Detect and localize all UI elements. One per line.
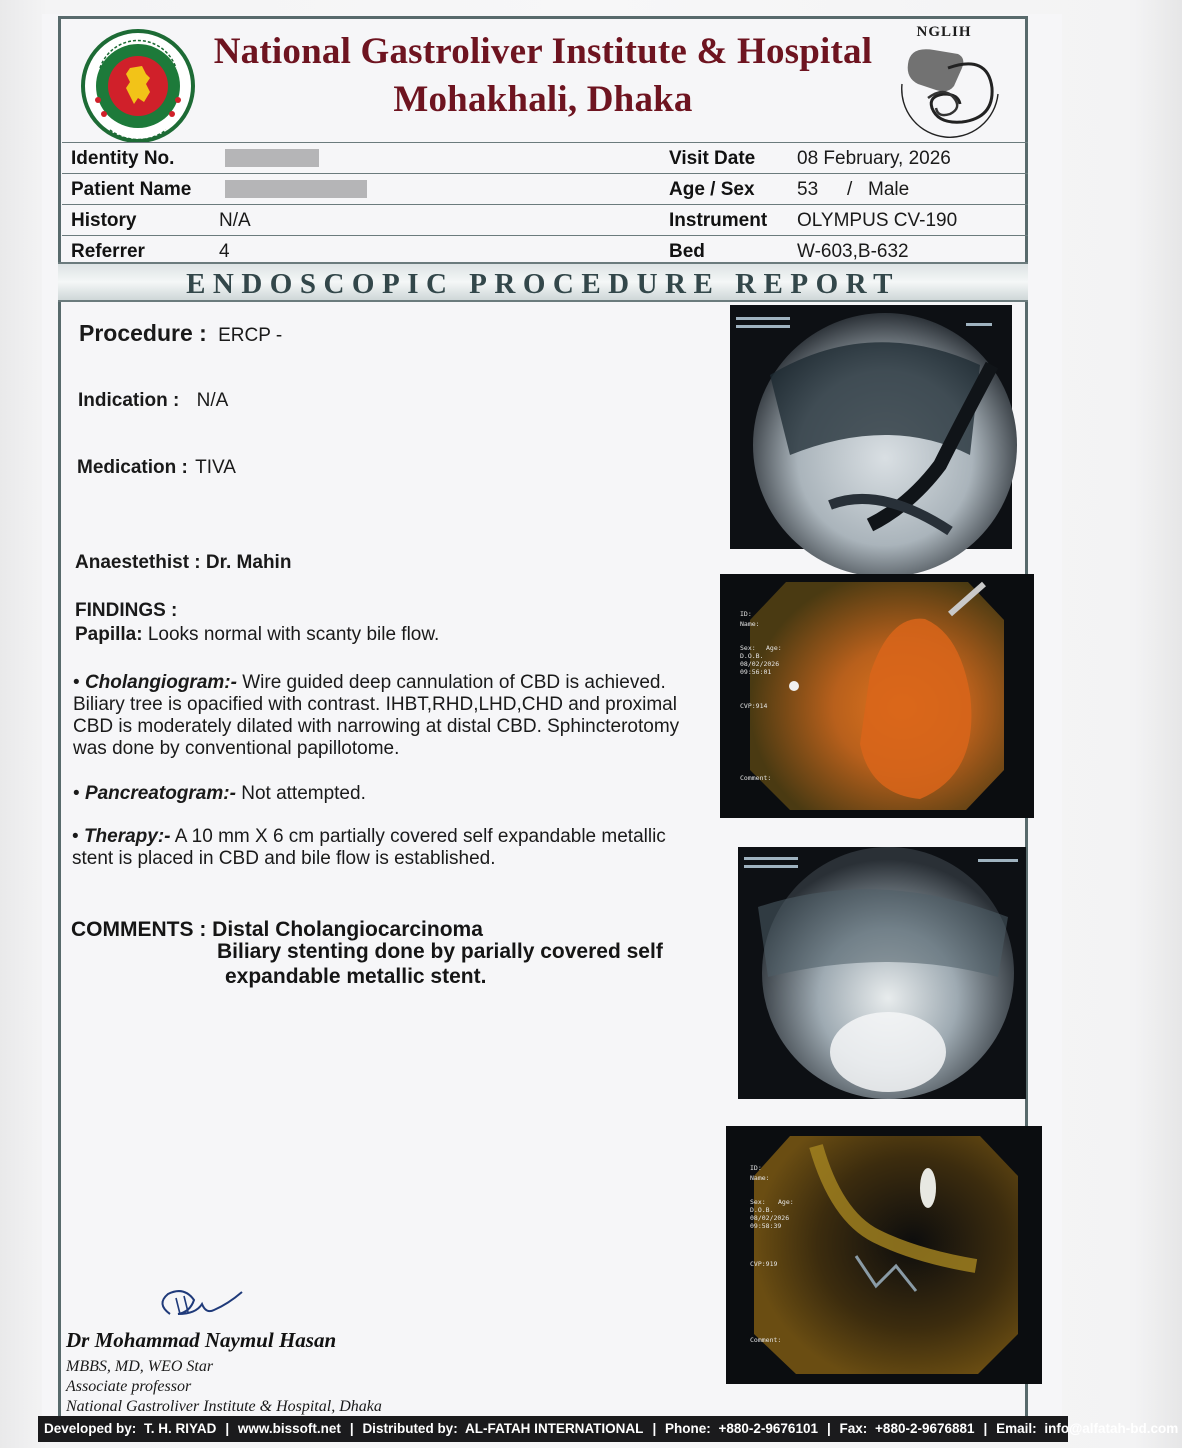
- age-sex-separator: /: [847, 179, 853, 200]
- identity-label: Identity No.: [71, 148, 175, 169]
- footer-fax-value: +880-2-9676881: [875, 1421, 975, 1436]
- referrer-label: Referrer: [71, 241, 145, 262]
- cholangiogram-block: [73, 672, 679, 760]
- therapy-text-1: A 10 mm X 6 cm partially covered self expandable metallic: [174, 826, 666, 847]
- anaesthetist-line: [75, 552, 291, 574]
- endo2-id: ID:: [750, 1164, 762, 1172]
- procedure-value: ERCP -: [218, 325, 283, 346]
- therapy-label: Therapy:-: [83, 826, 171, 847]
- comments-line-1: [71, 918, 483, 942]
- visit-date-value: 08 February, 2026: [797, 148, 951, 169]
- endo1-name: Name:: [740, 620, 760, 628]
- endo1-time: 09:56:01: [740, 668, 772, 676]
- pancreatogram-label: Pancreatogram:-: [84, 783, 236, 804]
- medication-line: [77, 457, 236, 479]
- endo1-date: 08/02/2026: [740, 660, 780, 668]
- history-value: N/A: [219, 210, 251, 231]
- age-sex-label: Age / Sex: [669, 179, 755, 200]
- report-title-banner: [58, 262, 1028, 302]
- therapy-line-1: • Therapy:- A 10 mm X 6 cm partially covered self expandable metallic: [72, 826, 666, 847]
- therapy-text-2: stent is placed in CBD and bile flow is established.: [72, 848, 496, 869]
- papilla-label: Papilla:: [75, 624, 143, 645]
- patient-info-table: [62, 142, 1028, 267]
- endo2-cvp: CVP:919: [750, 1260, 778, 1268]
- nglih-logo-text: NGLIH: [916, 24, 972, 40]
- endo2-sex: Sex:: [750, 1198, 766, 1206]
- age-value: 53: [797, 179, 819, 200]
- cholangiogram-text-2: Biliary tree is opacified with contrast. IHBT,RHD,LHD,CHD and proximal: [73, 694, 677, 715]
- papilla-line: [75, 624, 439, 646]
- info-row-identity: [62, 142, 1028, 173]
- footer-phone-label: Phone:: [664, 1421, 711, 1436]
- footer-fax-label: Fax:: [839, 1421, 868, 1436]
- footer-email-label: Email:: [996, 1421, 1037, 1436]
- signatory-position: Associate professor: [66, 1378, 192, 1395]
- endo2-age: Age:: [778, 1198, 794, 1206]
- comments-label: COMMENTS :: [71, 918, 207, 941]
- info-row-patient: [62, 173, 1028, 204]
- procedure-line: [79, 322, 282, 347]
- indication-label: Indication :: [78, 390, 180, 411]
- history-label: History: [71, 210, 137, 231]
- info-row-history: [62, 204, 1028, 235]
- comments-text-3: expandable metallic stent.: [225, 965, 487, 988]
- fluoroscopy-image-2: [738, 847, 1026, 1099]
- endo2-dob: D.O.B.: [750, 1206, 774, 1214]
- endoscopy-image-1: [720, 574, 1034, 818]
- footer-bar: Developed by: T. H. RIYAD | www.bissoft.net | Distributed by: AL-FATAH INTERNATIONAL | Phone: +880-2-9676101 | Fax: +880-2-9676881 | Email: info@alfatah-bd.com: [38, 1416, 1068, 1442]
- footer-email-link[interactable]: info@alfatah-bd.com: [1044, 1421, 1179, 1436]
- indication-line: [78, 390, 228, 412]
- comments-text-1: Distal Cholangiocarcinoma: [212, 918, 483, 941]
- medication-label: Medication :: [77, 457, 188, 478]
- report-title: ENDOSCOPIC PROCEDURE REPORT: [186, 268, 900, 300]
- signatory-degrees: MBBS, MD, WEO Star: [66, 1358, 214, 1375]
- footer-website-link[interactable]: www.bissoft.net: [237, 1421, 341, 1436]
- referrer-value: 4: [219, 241, 230, 262]
- cholangiogram-line-1: • Cholangiogram:- Wire guided deep cannulation of CBD is achieved.: [73, 672, 666, 693]
- hospital-location: Mohakhali, Dhaka: [393, 79, 693, 120]
- report-header: [62, 20, 1024, 142]
- pancreatogram-line: • Pancreatogram:- Not attempted.: [73, 783, 366, 804]
- endo2-time: 09:58:39: [750, 1222, 782, 1230]
- instrument-label: Instrument: [669, 210, 768, 231]
- patient-name-label: Patient Name: [71, 179, 192, 200]
- endo1-sex: Sex:: [740, 644, 756, 652]
- papilla-value: Looks normal with scanty bile flow.: [147, 624, 440, 645]
- cholangiogram-text-3: CBD is moderately dilated with narrowing at distal CBD. Sphincterotomy: [73, 716, 680, 737]
- cholangiogram-text-4: was done by conventional papillotome.: [73, 738, 400, 759]
- signature-scribble-icon: [150, 1284, 250, 1330]
- endo1-dob: D.O.B.: [740, 652, 764, 660]
- anaesthetist-label: Anaestethist :: [75, 552, 201, 573]
- cholangiogram-label: Cholangiogram:-: [84, 672, 237, 693]
- identity-redacted: [225, 149, 319, 167]
- nglih-logo-icon: [888, 24, 1010, 148]
- hospital-name: National Gastroliver Institute & Hospital: [213, 31, 873, 72]
- fluoroscopy-image-1: [730, 305, 1012, 549]
- endo1-age: Age:: [766, 644, 782, 652]
- bed-label: Bed: [669, 241, 705, 262]
- endo2-date: 08/02/2026: [750, 1214, 790, 1222]
- footer-phone-value: +880-2-9676101: [718, 1421, 818, 1436]
- bed-value: W-603,B-632: [797, 241, 909, 262]
- findings-heading: FINDINGS :: [75, 600, 178, 621]
- visit-date-label: Visit Date: [669, 148, 756, 169]
- pancreatogram-value: Not attempted.: [241, 783, 366, 804]
- signatory-name: Dr Mohammad Naymul Hasan: [66, 1328, 337, 1352]
- footer-developed-label: Developed by:: [44, 1421, 137, 1436]
- signatory-institution: National Gastroliver Institute & Hospital, Dhaka: [66, 1398, 382, 1415]
- indication-value: N/A: [196, 390, 229, 411]
- footer-developed-value: T. H. RIYAD: [144, 1421, 217, 1436]
- endo2-comment: Comment:: [750, 1336, 782, 1344]
- endo1-cvp: CVP:914: [740, 702, 768, 710]
- comments-text-2: Biliary stenting done by parially covered self: [217, 940, 663, 963]
- endo1-id: ID:: [740, 610, 752, 618]
- endoscopy-image-2: [726, 1126, 1042, 1384]
- patient-name-redacted: [225, 180, 367, 198]
- procedure-label: Procedure :: [79, 320, 207, 346]
- sex-value: Male: [868, 179, 910, 200]
- cholangiogram-text-1: Wire guided deep cannulation of CBD is achieved.: [242, 672, 666, 693]
- medication-value: TIVA: [195, 457, 236, 478]
- endo1-comment: Comment:: [740, 774, 772, 782]
- signature-block: [66, 1328, 486, 1417]
- instrument-value: OLYMPUS CV-190: [797, 210, 958, 231]
- footer-distributed-value: AL-FATAH INTERNATIONAL: [464, 1421, 644, 1436]
- endo2-name: Name:: [750, 1174, 770, 1182]
- anaesthetist-value: Dr. Mahin: [205, 552, 292, 573]
- therapy-block: [72, 826, 666, 870]
- footer-distributed-label: Distributed by:: [362, 1421, 458, 1436]
